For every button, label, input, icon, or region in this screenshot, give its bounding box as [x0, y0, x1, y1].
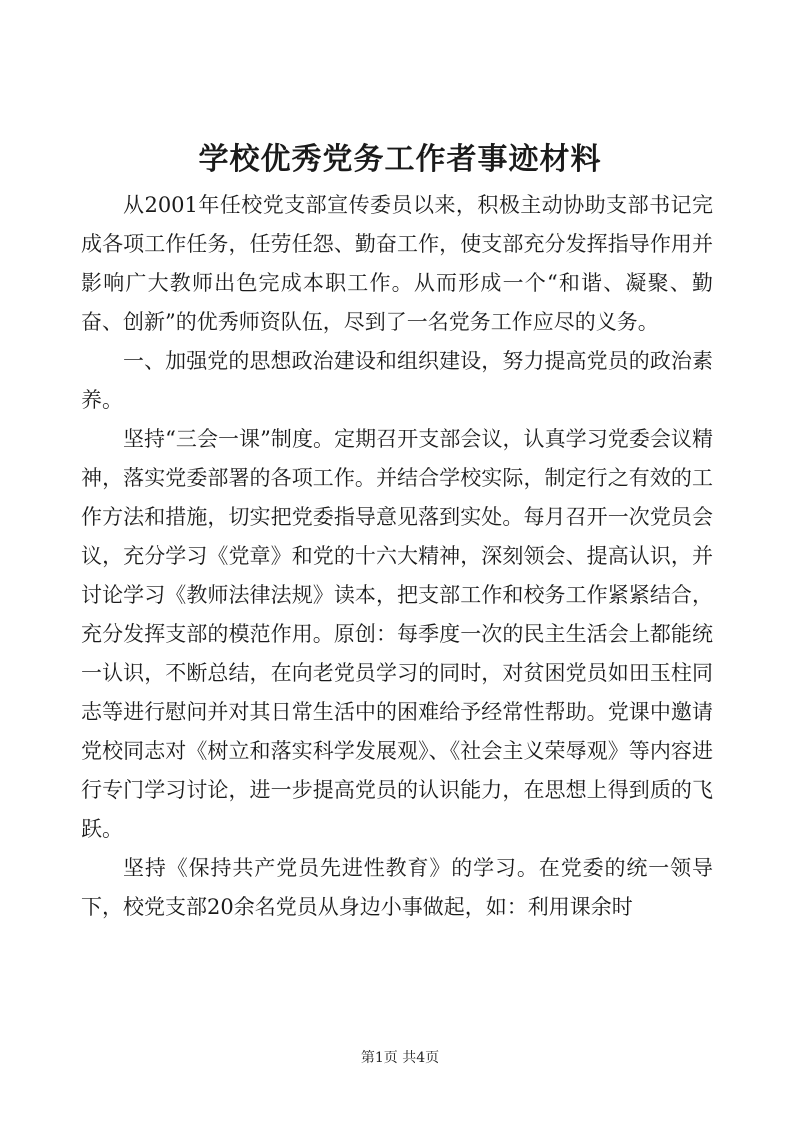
paragraph-intro: 从2001年任校党支部宣传委员以来，积极主动协助支部书记完成各项工作任务，任劳任怨、勤奋工作，使支部充分发挥指导作用并影响广大教师出色完成本职工作。从而形成一个“和谐、凝聚、勤奋、创新”的优秀师资队伍，尽到了一名党务工作应尽的义务。	[81, 193, 713, 334]
document-title: 学校优秀党务工作者事迹材料	[198, 142, 602, 177]
document-body	[81, 186, 713, 927]
page-number-footer: 第1页 共4页	[360, 1050, 440, 1066]
paragraph-section-heading: 一、加强党的思想政治建设和组织建设，努力提高党员的政治素养。	[81, 349, 713, 412]
paragraph-advanced-education: 坚持《保持共产党员先进性教育》的学习。在党委的统一领导下，校党支部20余名党员从身边小事做起，如：利用课余时	[81, 856, 713, 919]
paragraph-three-meetings: 坚持“三会一课”制度。定期召开支部会议，认真学习党委会议精神，落实党委部署的各项工作。并结合学校实际，制定行之有效的工作方法和措施，切实把党委指导意见落到实处。每月召开一次党员会议，充分学习《党章》和党的十六大精神，深刻领会、提高认识，并讨论学习《教师法律法规》读本，把支部工作和校务工作紧紧结合，充分发挥支部的模范作用。原创：每季度一次的民主生活会上都能统一认识，不断总结，在向老党员学习的同时，对贫困党员如田玉柱同志等进行慰问并对其日常生活中的困难给予经常性帮助。党课中邀请党校同志对《树立和落实科学发展观》、《社会主义荣辱观》等内容进行专门学习讨论，进一步提高党员的认识能力，在思想上得到质的飞跃。	[81, 427, 713, 841]
